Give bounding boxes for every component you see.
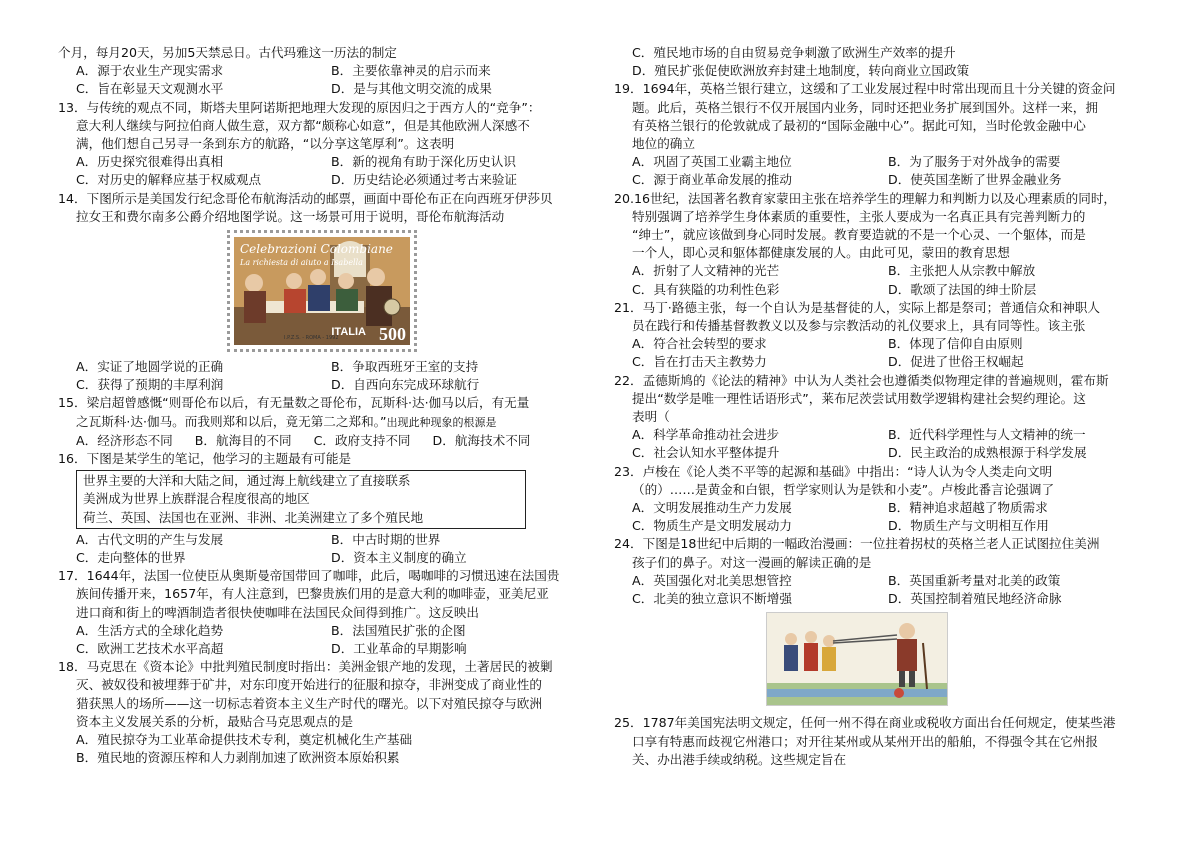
stamp-value: 500	[379, 323, 406, 344]
q16-option-c: C．走向整体的世界	[76, 550, 186, 566]
q15-line-2-tail: 出现此种现象的根源是	[386, 415, 497, 429]
q23-option-c: C．物质生产是文明发展动力	[632, 518, 792, 534]
q16-option-d: D．资本主义制度的确立	[331, 550, 467, 566]
q13-line-2: 意大利人继续与阿拉伯商人做生意，双方都“颇称心如意”，但是其他欧洲人深感不	[76, 117, 530, 133]
q12-option-b: B．主要依靠神灵的启示而来	[331, 63, 491, 79]
q19-line-2: 题。此后，英格兰银行不仅开展国内业务，同时还把业务扩展到国外。这样一来，拥	[632, 99, 1098, 115]
stamp-country: ITALIA	[331, 325, 366, 338]
q17-option-d: D．工业革命的早期影响	[331, 641, 467, 657]
q22-line-1: 22．孟德斯鸠的《论法的精神》中认为人类社会也遵循类似物理定律的普遍规则，霍布斯	[614, 372, 1109, 388]
q15-option-c: C．政府支持不同	[313, 432, 411, 448]
right-column	[614, 44, 1144, 769]
q13-option-a: A．历史探究很难得出真相	[76, 154, 224, 170]
q18-line-2: 灭、被奴役和被埋葬于矿井，对东印度开始进行的征服和掠夺，非洲变成了商业性的	[76, 677, 542, 693]
q21-line-1: 21．马丁·路德主张，每一个自认为是基督徒的人，实际上都是祭司；普通信众和神职人	[614, 299, 1100, 315]
q22-option-d: D．民主政治的成熟根源于科学发展	[888, 445, 1087, 461]
q13-line-1: 13．与传统的观点不同，斯塔夫里阿诺斯把地理大发现的原因归之于西方人的“竞争”：	[58, 99, 541, 115]
q16-option-b: B．中古时期的世界	[331, 531, 441, 547]
q22-line-3: 表明（	[632, 409, 670, 425]
q14-option-d: D．自西向东完成环球航行	[331, 377, 480, 393]
q14-option-c: C．获得了预期的丰厚利润	[76, 377, 224, 393]
note-line-1: 世界主要的大洋和大陆之间，通过海上航线建立了直接联系	[83, 473, 411, 489]
q12-options	[58, 62, 586, 98]
q12-option-a: A．源于农业生产现实需求	[76, 63, 224, 79]
q17-option-b: B．法国殖民扩张的企图	[331, 622, 466, 638]
q20-option-b: B．主张把人从宗教中解放	[888, 263, 1036, 279]
political-cartoon-image	[766, 612, 948, 706]
q21-option-b: B．体现了信仰自由原则	[888, 336, 1023, 352]
q23-line-1: 23．卢梭在《论人类不平等的起源和基础》中指出：“诗人认为令人类走向文明	[614, 463, 1053, 479]
stamp-imprint: I.P.Z.S. - ROMA - 1992	[284, 334, 339, 341]
q18-option-c: C．殖民地市场的自由贸易竞争刺激了欧洲生产效率的提升	[632, 45, 956, 60]
q19-line-3: 有英格兰银行的伦敦就成了最初的“国际金融中心”。据此可知，当时伦敦金融中心	[632, 117, 1086, 133]
note-line-3: 荷兰、英国、法国也在亚洲、非洲、北美洲建立了多个殖民地	[83, 509, 424, 525]
q15-line-1: 15．梁启超曾感慨“则哥伦布以后，有无量数之哥伦布，瓦斯科·达·伽马以后，有无量	[58, 395, 530, 411]
q18-option-a: A．殖民掠夺为工业革命提供技术专利，奠定机械化生产基础	[76, 732, 413, 748]
q14-option-a: A．实证了地圆学说的正确	[76, 359, 224, 375]
q22-option-b: B．近代科学理性与人文精神的统一	[888, 427, 1086, 443]
q21-option-d: D．促进了世俗王权崛起	[888, 354, 1024, 370]
q24-option-a: A．英国强化对北美思想管控	[632, 572, 792, 588]
q25-line-3: 关、办出港手续或纳税。这些规定旨在	[632, 751, 847, 767]
q15-line-2-text: 之瓦斯科·达·伽马。而我则郑和以后，竟无第二之郑和。”	[76, 413, 387, 429]
note-line-2: 美洲成为世界上族群混合程度很高的地区	[83, 491, 310, 507]
q18-option-d: D．殖民扩张促使欧洲放弃封建土地制度，转向商业立国政策	[632, 63, 970, 79]
q23-option-a: A．文明发展推动生产力发展	[632, 500, 792, 516]
q17-option-c: C．欧洲工艺技术水平高超	[76, 641, 224, 657]
q21-option-c: C．旨在打击天主教势力	[632, 354, 767, 370]
q22-options	[614, 426, 1144, 462]
q19-option-c: C．源于商业革命发展的推动	[632, 172, 792, 188]
q13-options	[58, 153, 586, 189]
columbus-stamp-image	[227, 230, 417, 352]
left-column	[58, 44, 586, 768]
q13-option-d: D．历史结论必须通过考古来验证	[331, 172, 518, 188]
q12-option-d: D．是与其他文明交流的成果	[331, 81, 492, 97]
q23-option-b: B．精神追求超越了物质需求	[888, 500, 1048, 516]
q21-options	[614, 335, 1144, 371]
q18-line-1: 18．马克思在《资本论》中批判殖民制度时指出：美洲金银产地的发现，土著居民的被剿	[58, 659, 553, 675]
q23-option-d: D．物质生产与文明相互作用	[888, 518, 1049, 534]
q19-line-4: 地位的确立	[632, 136, 695, 152]
q17-line-2: 族间传播开来，1657年，有人注意到，巴黎贵族们用的是意大利的咖啡壶，亚美尼亚	[76, 586, 549, 602]
q18-option-b: B．殖民地的资源压榨和人力剥削加速了欧洲资本原始积累	[76, 750, 400, 766]
q23-line-2: （的）……是黄金和白银，哲学家则认为是铁和小麦”。卢梭此番言论强调了	[632, 481, 1055, 497]
q20-line-2: 特别强调了培养学生身体素质的重要性，主张人要成为一名真正具有完善判断力的	[632, 208, 1086, 224]
q22-option-c: C．社会认知水平整体提升	[632, 445, 780, 461]
q24-line-1: 24．下图是18世纪中后期的一幅政治漫画：一位拄着拐杖的英格兰老人正试图拉住美洲	[614, 536, 1100, 552]
q20-line-4: 一个人，即心灵和躯体都健康发展的人。由此可见，蒙田的教育思想	[632, 245, 1010, 261]
q19-option-b: B．为了服务于对外战争的需要	[888, 154, 1061, 170]
q17-options	[58, 622, 586, 658]
q20-option-d: D．歌颂了法国的绅士阶层	[888, 281, 1037, 297]
q22-line-2: 提出“数学是唯一理性话语形式”，莱布尼茨尝试用数学逻辑构建社会契约理论。这	[632, 390, 1086, 406]
q14-line-1: 14．下图所示是美国发行纪念哥伦布航海活动的邮票，画面中哥伦布正在向西班牙伊莎贝	[58, 190, 553, 206]
q14-option-b: B．争取西班牙王室的支持	[331, 359, 479, 375]
student-notes-box	[76, 470, 526, 529]
q15-option-b: B．航海目的不同	[194, 432, 292, 448]
q25-line-1: 25．1787年美国宪法明文规定，任何一州不得在商业或税收方面出台任何规定，使某些港	[614, 715, 1116, 731]
q15-options	[58, 432, 586, 450]
q23-options	[614, 499, 1144, 535]
q14-line-2: 拉女王和费尔南多公爵介绍地图学说。这一场景可用于说明，哥伦布航海活动	[76, 208, 505, 224]
q24-options	[614, 572, 1144, 608]
political-cartoon-illustration	[767, 613, 947, 705]
q19-line-1: 19．1694年，英格兰银行建立，这缓和了工业发展过程中时常出现而且十分关键的资金问	[614, 81, 1116, 97]
q20-option-c: C．具有狭隘的功利性色彩	[632, 281, 780, 297]
q20-option-a: A．折射了人文精神的光芒	[632, 263, 780, 279]
q16-options	[58, 531, 586, 567]
stamp-title: Celebrazioni Colombiane	[240, 242, 393, 257]
q17-line-3: 进口商和街上的啤酒制造者很快使咖啡在法国民众间得到推广。这反映出	[76, 604, 479, 620]
q20-options	[614, 262, 1144, 298]
q24-option-b: B．英国重新考量对北美的政策	[888, 572, 1061, 588]
q17-option-a: A．生活方式的全球化趋势	[76, 622, 224, 638]
stamp-subtitle: La richiesta di aiuto a Isabella	[240, 258, 363, 268]
q20-line-3: “绅士”，就应该做到身心同时发展。教育要造就的不是一个心灵、一个躯体，而是	[632, 227, 1086, 243]
q12-tail: 个月，每月20天，另加5天禁忌日。古代玛雅这一历法的制定	[58, 45, 397, 60]
q21-option-a: A．符合社会转型的要求	[632, 336, 767, 352]
q24-option-d: D．英国控制着殖民地经济命脉	[888, 591, 1062, 607]
q12-option-c: C．旨在彰显天文观测水平	[76, 81, 224, 97]
q16-stem: 16．下图是某学生的笔记，他学习的主题最有可能是	[58, 451, 352, 467]
q22-option-a: A．科学革命推动社会进步	[632, 427, 780, 443]
q19-option-d: D．使英国垄断了世界金融业务	[888, 172, 1062, 188]
q19-option-a: A．巩固了英国工业霸主地位	[632, 154, 792, 170]
q16-option-a: A．古代文明的产生与发展	[76, 531, 224, 547]
q20-line-1: 20.16世纪，法国著名教育家蒙田主张在培养学生的理解力和判断力以及心理素质的同时，	[614, 190, 1117, 206]
q21-line-2: 员在践行和传播基督教教义以及参与宗教活动的礼仪要求上，具有同等性。该主张	[632, 318, 1086, 334]
q17-line-1: 17．1644年，法国一位使臣从奥斯曼帝国带回了咖啡，此后，喝咖啡的习惯迅速在法国贵	[58, 568, 560, 584]
q24-option-c: C．北美的独立意识不断增强	[632, 591, 792, 607]
q18-line-4: 资本主义发展关系的分析，最贴合马克思观点的是	[76, 713, 354, 729]
q15-line-2	[58, 413, 586, 432]
q15-option-d: D．航海技术不同	[432, 432, 531, 448]
q18-line-3: 猎获黑人的场所——这一切标志着资本主义生产时代的曙光。以下对殖民掠夺与欧洲	[76, 695, 542, 711]
q13-option-c: C．对历史的解释应基于权威观点	[76, 172, 262, 188]
q15-option-a: A．经济形态不同	[76, 432, 173, 448]
q19-options	[614, 153, 1144, 189]
q13-line-3: 满，他们想自己另寻一条到东方的航路，“以分享这笔厚利”。这表明	[76, 136, 455, 152]
q13-option-b: B．新的视角有助于深化历史认识	[331, 154, 516, 170]
q14-options	[58, 358, 586, 394]
q25-line-2: 口享有特惠而歧视它州港口；对开往某州或从某州开出的船舶，不得强令其在它州报	[632, 733, 1098, 749]
q24-line-2: 孩子们的鼻子。对这一漫画的解读正确的是	[632, 554, 872, 570]
